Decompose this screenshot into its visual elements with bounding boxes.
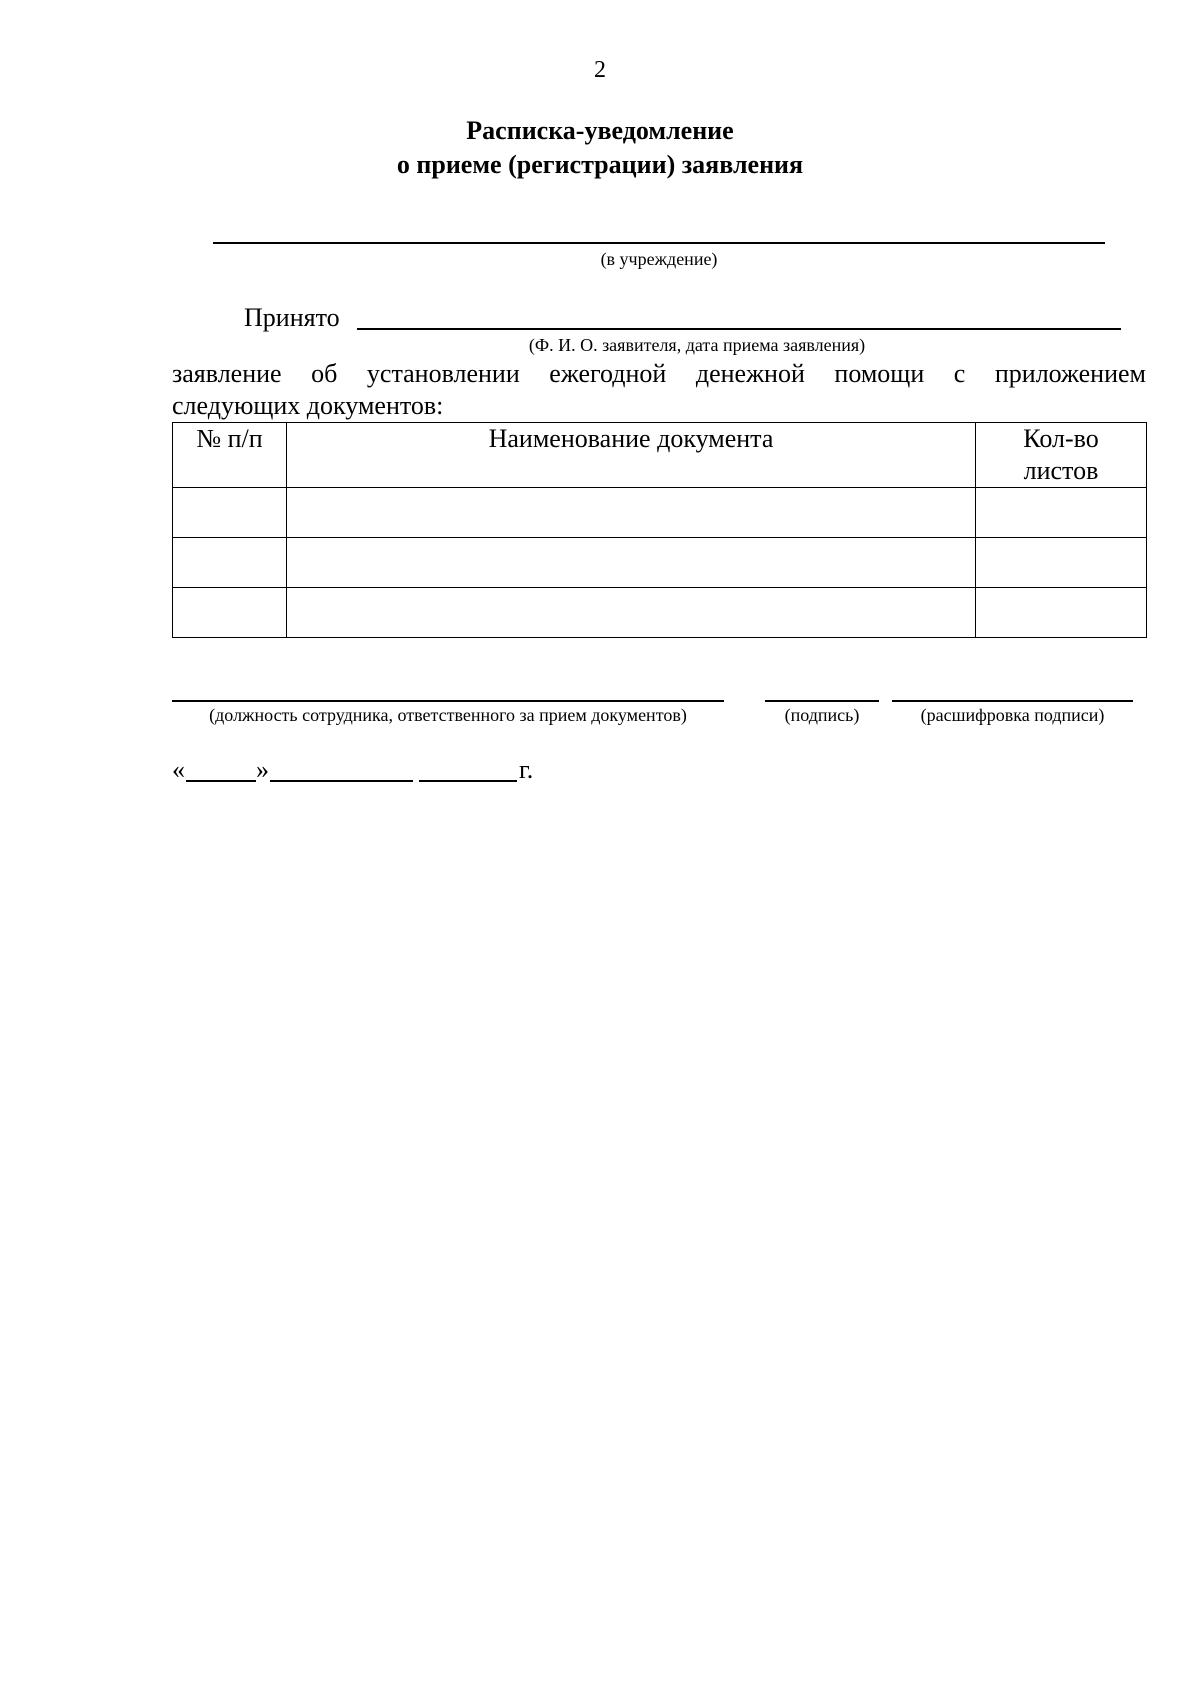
cell-document-name: [287, 588, 976, 638]
documents-table: [172, 422, 1147, 638]
applicant-caption: (Ф. И. О. заявителя, дата приема заявления): [528, 335, 866, 355]
applicant-line: [357, 328, 1121, 330]
cell-document-name: [287, 538, 976, 588]
cell-number: [173, 588, 287, 638]
table-row: [173, 588, 1147, 638]
position-line: [172, 700, 724, 702]
table-header-row: [173, 423, 1147, 488]
cell-number: [173, 538, 287, 588]
cell-sheet-count: [976, 538, 1147, 588]
decoding-caption: (расшифровка подписи): [920, 705, 1105, 725]
cell-sheet-count: [976, 588, 1147, 638]
institution-line: [213, 242, 1105, 244]
cell-sheet-count: [976, 488, 1147, 538]
table-row: [173, 488, 1147, 538]
date-year-suffix: г.: [519, 755, 534, 784]
cell-document-name: [287, 488, 976, 538]
page-number: 2: [594, 57, 606, 83]
header-sheet-count-line-2: листов: [1023, 456, 1099, 485]
decoding-line: [892, 700, 1133, 702]
date-month-line: [270, 780, 413, 782]
signature-caption: (подпись): [784, 705, 860, 725]
position-caption: (должность сотрудника, ответственного за прием документов): [209, 705, 687, 725]
institution-caption: (в учреждение): [600, 249, 718, 269]
title-line-1: Расписка-уведомление: [466, 116, 734, 145]
title-line-2: о приеме (регистрации) заявления: [396, 150, 804, 179]
statement-line-2: следующих документов:: [172, 391, 444, 420]
date-close-quote: »: [256, 755, 269, 784]
date-day-line: [186, 780, 256, 782]
cell-number: [173, 488, 287, 538]
statement-line-1: заявление об установлении ежегодной денежной помощи с приложением: [172, 359, 1146, 388]
header-sheet-count: [976, 423, 1147, 488]
date-year-line: [419, 780, 517, 782]
header-document-name: Наименование документа: [287, 423, 976, 488]
table-row: [173, 538, 1147, 588]
header-number: № п/п: [173, 423, 287, 488]
accepted-label: Принято: [244, 303, 340, 332]
header-sheet-count-line-1: Кол-во: [1023, 424, 1099, 453]
signature-line: [765, 700, 879, 702]
date-open-quote: «: [172, 755, 185, 784]
